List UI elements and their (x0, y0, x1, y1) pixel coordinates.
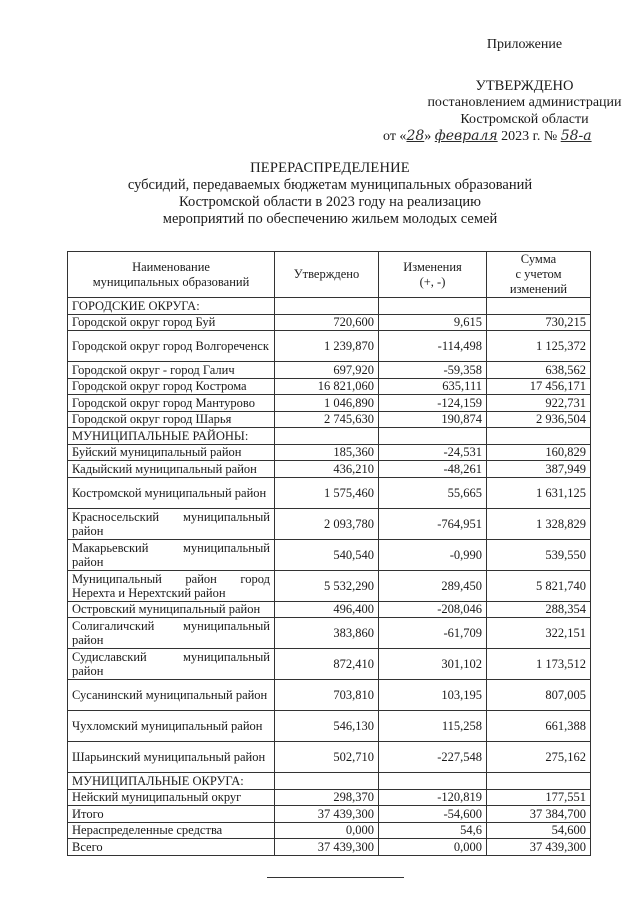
cell-total: 1 328,829 (487, 508, 591, 539)
cell-municipality-name: Чухломский муниципальный район (68, 711, 275, 742)
cell-approved: 1 239,870 (275, 331, 379, 362)
table-row (68, 789, 591, 806)
cell-approved: 496,400 (275, 601, 379, 618)
cell-change: -764,951 (379, 508, 487, 539)
cell-change: -208,046 (379, 601, 487, 618)
cell-municipality-name: Костромской муниципальный район (68, 477, 275, 508)
cell-total: 2 936,504 (487, 411, 591, 428)
cell-change: -48,261 (379, 461, 487, 478)
table-row (68, 411, 591, 428)
table-row (68, 395, 591, 412)
cell-approved: 37 439,300 (275, 839, 379, 856)
title-line2: субсидий, передаваемых бюджетам муниципальных образований (127, 177, 533, 193)
cell-municipality-name: Макарьевский муниципальный район (68, 539, 275, 570)
cell-total: 177,551 (487, 789, 591, 806)
document-title (100, 160, 560, 228)
approved-by-line1: постановлением администрации (427, 95, 622, 110)
cell-approved: 5 532,290 (275, 570, 379, 601)
col-header-total-line3: изменений (509, 282, 568, 296)
cell-municipality-name: Кадыйский муниципальный район (68, 461, 275, 478)
cell-municipality-name: Буйский муниципальный район (68, 444, 275, 461)
cell-total: 160,829 (487, 444, 591, 461)
cell-total: 275,162 (487, 742, 591, 773)
cell-change: 0,000 (379, 839, 487, 856)
table-row (68, 477, 591, 508)
cell-municipality-name: Островский муниципальный район (68, 601, 275, 618)
cell-municipality-name: МУНИЦИПАЛЬНЫЕ ОКРУГА: (68, 773, 275, 790)
approved-stamp: УТВЕРЖДЕНО (475, 78, 574, 94)
handwritten-day: 28 (406, 128, 425, 144)
cell-municipality-name: Городской округ город Мантурово (68, 395, 275, 412)
cell-municipality-name: Нейский муниципальный округ (68, 789, 275, 806)
table-row (68, 680, 591, 711)
cell-change: 55,665 (379, 477, 487, 508)
date-prefix: от « (383, 129, 407, 144)
col-header-name-line1: Наименование (132, 259, 210, 274)
cell-approved: 16 821,060 (275, 378, 379, 395)
cell-total: 322,151 (487, 618, 591, 649)
cell-total: 1 631,125 (487, 477, 591, 508)
cell-change: -227,548 (379, 742, 487, 773)
handwritten-month: февраля (434, 128, 498, 144)
title-line3: Костромской области в 2023 году на реализацию (179, 194, 481, 210)
cell-total: 922,731 (487, 395, 591, 412)
table-row (68, 461, 591, 478)
cell-approved: 703,810 (275, 680, 379, 711)
cell-total: 387,949 (487, 461, 591, 478)
cell-change: -24,531 (379, 444, 487, 461)
approval-date-line (370, 128, 639, 145)
cell-total: 37 439,300 (487, 839, 591, 856)
cell-approved: 697,920 (275, 362, 379, 379)
cell-approved: 720,600 (275, 314, 379, 331)
cell-total: 638,562 (487, 362, 591, 379)
cell-approved: 436,210 (275, 461, 379, 478)
cell-change: 190,874 (379, 411, 487, 428)
table-row (68, 839, 591, 856)
cell-approved: 185,360 (275, 444, 379, 461)
table-row (68, 331, 591, 362)
table-row (68, 539, 591, 570)
cell-municipality-name: Городской округ - город Галич (68, 362, 275, 379)
cell-municipality-name: Шарьинский муниципальный район (68, 742, 275, 773)
cell-approved (275, 298, 379, 315)
cell-total: 1 173,512 (487, 649, 591, 680)
cell-total: 807,005 (487, 680, 591, 711)
cell-change: 103,195 (379, 680, 487, 711)
cell-approved: 502,710 (275, 742, 379, 773)
cell-total: 37 384,700 (487, 806, 591, 823)
cell-total (487, 773, 591, 790)
cell-municipality-name: ГОРОДСКИЕ ОКРУГА: (68, 298, 275, 315)
cell-change (379, 428, 487, 445)
cell-municipality-name: Нераспределенные средства (68, 822, 275, 839)
cell-change: 635,111 (379, 378, 487, 395)
cell-municipality-name: Городской округ город Буй (68, 314, 275, 331)
table-row (68, 649, 591, 680)
cell-change: -59,358 (379, 362, 487, 379)
cell-total: 730,215 (487, 314, 591, 331)
cell-change: -124,159 (379, 395, 487, 412)
cell-change: 9,615 (379, 314, 487, 331)
cell-approved: 298,370 (275, 789, 379, 806)
cell-change (379, 773, 487, 790)
cell-approved (275, 428, 379, 445)
cell-municipality-name: Муниципальный район город Нерехта и Нерехтский район (68, 570, 275, 601)
cell-total (487, 298, 591, 315)
cell-municipality-name: МУНИЦИПАЛЬНЫЕ РАЙОНЫ: (68, 428, 275, 445)
col-header-total-line1: Сумма (520, 252, 557, 266)
date-separator: » (424, 129, 432, 144)
col-header-total-line2: с учетом (515, 267, 562, 281)
col-header-name-line2: муниципальных образований (92, 274, 250, 289)
cell-total: 54,600 (487, 822, 591, 839)
approved-by-line2: Костромской области (460, 112, 589, 127)
table-row (68, 378, 591, 395)
cell-change: -120,819 (379, 789, 487, 806)
cell-approved: 0,000 (275, 822, 379, 839)
cell-total: 288,354 (487, 601, 591, 618)
table-row (68, 508, 591, 539)
col-header-changes (379, 252, 487, 298)
cell-approved (275, 773, 379, 790)
cell-approved: 383,860 (275, 618, 379, 649)
handwritten-doc-number: 58-а (560, 128, 592, 144)
col-header-total (487, 252, 591, 298)
annex-label: Приложение (486, 37, 563, 52)
table-row (68, 570, 591, 601)
cell-municipality-name: Городской округ город Шарья (68, 411, 275, 428)
cell-approved: 540,540 (275, 539, 379, 570)
table-row (68, 822, 591, 839)
cell-change: 289,450 (379, 570, 487, 601)
cell-municipality-name: Судиславский муниципальный район (68, 649, 275, 680)
cell-approved: 1 046,890 (275, 395, 379, 412)
cell-change: -0,990 (379, 539, 487, 570)
cell-change: -114,498 (379, 331, 487, 362)
cell-municipality-name: Итого (68, 806, 275, 823)
cell-total: 539,550 (487, 539, 591, 570)
table-header-row (68, 252, 591, 298)
table-body (68, 298, 591, 856)
table-row (68, 742, 591, 773)
title-line4: мероприятий по обеспечению жильем молодых семей (162, 211, 498, 227)
table-row (68, 806, 591, 823)
footer-divider (267, 877, 404, 878)
col-header-name (68, 252, 275, 298)
cell-approved: 872,410 (275, 649, 379, 680)
section-header-row (68, 773, 591, 790)
table-row (68, 314, 591, 331)
table-row (68, 444, 591, 461)
cell-change: -54,600 (379, 806, 487, 823)
cell-approved: 2 093,780 (275, 508, 379, 539)
cell-total: 17 456,171 (487, 378, 591, 395)
date-year: 2023 г. № (501, 129, 558, 144)
cell-municipality-name: Сусанинский муниципальный район (68, 680, 275, 711)
table-row (68, 711, 591, 742)
cell-municipality-name: Всего (68, 839, 275, 856)
cell-approved: 1 575,460 (275, 477, 379, 508)
cell-approved: 2 745,630 (275, 411, 379, 428)
cell-total: 661,388 (487, 711, 591, 742)
cell-municipality-name: Городской округ город Кострома (68, 378, 275, 395)
table-row (68, 618, 591, 649)
cell-change: 115,258 (379, 711, 487, 742)
col-header-changes-line1: Изменения (403, 259, 462, 274)
cell-total: 1 125,372 (487, 331, 591, 362)
cell-total (487, 428, 591, 445)
cell-change: 301,102 (379, 649, 487, 680)
subsidy-table (67, 251, 591, 856)
section-header-row (68, 298, 591, 315)
cell-change (379, 298, 487, 315)
cell-change: -61,709 (379, 618, 487, 649)
cell-municipality-name: Красносельский муниципальный район (68, 508, 275, 539)
cell-approved: 37 439,300 (275, 806, 379, 823)
table-row (68, 362, 591, 379)
title-line1: ПЕРЕРАСПРЕДЕЛЕНИЕ (250, 160, 410, 176)
cell-approved: 546,130 (275, 711, 379, 742)
table-row (68, 601, 591, 618)
col-header-changes-line2: (+, -) (419, 274, 446, 289)
col-header-approved: Утверждено (275, 252, 379, 298)
section-header-row (68, 428, 591, 445)
cell-municipality-name: Солигаличский муниципальный район (68, 618, 275, 649)
cell-municipality-name: Городской округ город Волгореченск (68, 331, 275, 362)
cell-total: 5 821,740 (487, 570, 591, 601)
cell-change: 54,6 (379, 822, 487, 839)
